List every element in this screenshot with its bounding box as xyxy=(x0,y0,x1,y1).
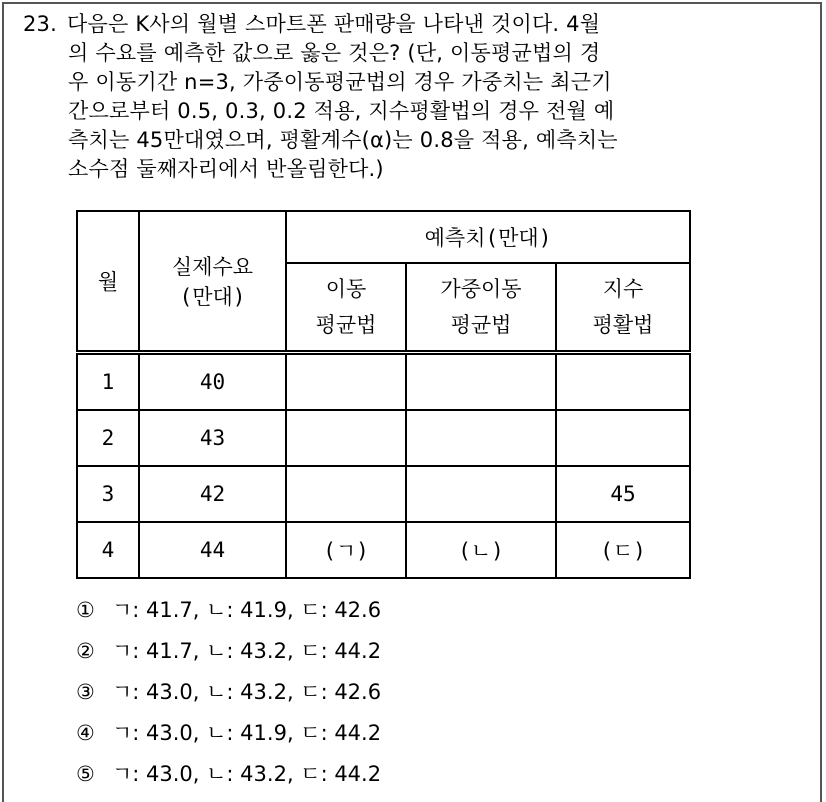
cell-month: 2 xyxy=(77,410,139,466)
question-stem xyxy=(23,10,783,184)
choice-2[interactable] xyxy=(76,631,381,672)
cell-month: 3 xyxy=(77,466,139,522)
header-moving-average xyxy=(286,263,406,353)
cell-actual: 40 xyxy=(139,353,286,411)
choice-2-text: ㄱ: 41.7, ㄴ: 43.2, ㄷ: 44.2 xyxy=(112,639,382,663)
table-row xyxy=(77,522,690,578)
cell-month: 1 xyxy=(77,353,139,411)
choice-5-text: ㄱ: 43.0, ㄴ: 43.2, ㄷ: 44.2 xyxy=(112,762,382,786)
question-line: 간으로부터 0.5, 0.3, 0.2 적용, 지수평활법의 경우 전월 예 xyxy=(68,99,615,123)
header-forecast: 예측치(만대) xyxy=(286,211,690,263)
header-ma-line2: 평균법 xyxy=(315,313,377,337)
question-line: 우 이동기간 n=3, 가중이동평균법의 경우 가중치는 최근기 xyxy=(68,70,612,94)
choice-5[interactable] xyxy=(76,754,381,795)
header-es-line2: 평활법 xyxy=(592,313,654,337)
cell-actual: 43 xyxy=(139,410,286,466)
header-exponential-smoothing xyxy=(556,263,690,353)
demand-forecast-table xyxy=(76,210,691,579)
table-row xyxy=(77,410,690,466)
question-line: 다음은 K사의 월별 스마트폰 판매량을 나타낸 것이다. 4월 xyxy=(67,12,601,36)
cell-actual: 42 xyxy=(139,466,286,522)
choice-1-text: ㄱ: 41.7, ㄴ: 41.9, ㄷ: 42.6 xyxy=(112,598,382,622)
cell-ma xyxy=(286,410,406,466)
choice-3-text: ㄱ: 43.0, ㄴ: 43.2, ㄷ: 42.6 xyxy=(112,680,382,704)
cell-month: 4 xyxy=(77,522,139,578)
header-es-line1: 지수 xyxy=(602,277,644,301)
cell-actual: 44 xyxy=(139,522,286,578)
answer-choices xyxy=(76,590,381,795)
header-weighted-moving-average xyxy=(406,263,556,353)
cell-ma xyxy=(286,466,406,522)
cell-wma xyxy=(406,353,556,411)
table-row xyxy=(77,353,690,411)
question-line: 측치는 45만대였으며, 평활계수(α)는 0.8을 적용, 예측치는 xyxy=(68,128,618,152)
header-month: 월 xyxy=(77,211,139,353)
choice-5-mark: ⑤ xyxy=(76,762,95,786)
header-actual-demand xyxy=(139,211,286,353)
choice-4-text: ㄱ: 43.0, ㄴ: 41.9, ㄷ: 44.2 xyxy=(112,721,382,745)
choice-1-mark: ① xyxy=(76,598,95,622)
choice-3-mark: ③ xyxy=(76,680,95,704)
question-line: 소수점 둘째자리에서 반올림한다.) xyxy=(68,157,384,181)
choice-4[interactable] xyxy=(76,713,381,754)
table-row xyxy=(77,466,690,522)
cell-wma xyxy=(406,466,556,522)
cell-ma xyxy=(286,353,406,411)
cell-es xyxy=(556,353,690,411)
cell-wma xyxy=(406,410,556,466)
cell-es: (ㄷ) xyxy=(556,522,690,578)
header-actual-line1: 실제수요 xyxy=(171,255,254,279)
header-ma-line1: 이동 xyxy=(325,277,367,301)
choice-3[interactable] xyxy=(76,672,381,713)
choice-1[interactable] xyxy=(76,590,381,631)
cell-es xyxy=(556,410,690,466)
header-wma-line2: 평균법 xyxy=(450,313,512,337)
header-actual-line2: (만대) xyxy=(179,285,246,309)
header-wma-line1: 가중이동 xyxy=(440,277,522,301)
choice-4-mark: ④ xyxy=(76,721,95,745)
choice-2-mark: ② xyxy=(76,639,95,663)
cell-wma: (ㄴ) xyxy=(406,522,556,578)
question-number: 23. xyxy=(23,12,57,36)
cell-es: 45 xyxy=(556,466,690,522)
cell-ma: (ㄱ) xyxy=(286,522,406,578)
question-line: 의 수요를 예측한 값으로 옳은 것은? (단, 이동평균법의 경 xyxy=(68,41,601,65)
